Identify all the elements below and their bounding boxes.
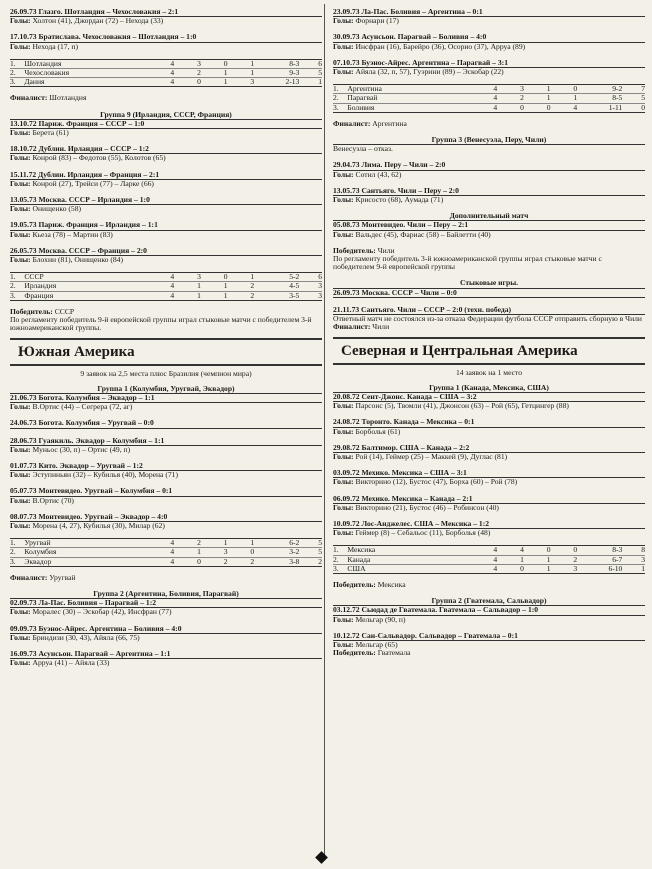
regulation-note: По регламенту победитель 9-й европейской группы играл стыковые матчи с победителем 3-й южноамериканской группы. — [10, 315, 312, 333]
match-scorers: Голы: Моралес (30) – Эскобар (42), Инсфран (77) — [10, 608, 172, 617]
match-scorers: Голы: Берета (61) — [10, 129, 69, 138]
standings-table — [10, 538, 322, 567]
match-scorers: Голы: Геймер (8) – Себальос (11), Борболья (48) — [333, 529, 491, 538]
standings-table — [333, 545, 645, 574]
match-scorers: Голы: Бриндизи (30, 43), Айяла (66, 75) — [10, 633, 140, 642]
group-title: Группа 1 (Колумбия, Уругвай, Эквадор) — [10, 385, 322, 394]
match-title: 23.09.73 Ла-Пас. Боливия – Аргентина – 0:1 — [333, 8, 645, 17]
match-title: 06.09.72 Мехико. Мексика – Канада – 2:1 — [333, 495, 645, 504]
group-title: Группа 3 (Венесуэла, Перу, Чили) — [333, 136, 645, 145]
table-row: 1. Мексика 4 4 0 0 8-3 8 — [333, 545, 645, 555]
region-heading: Северная и Центральная Америка — [333, 337, 645, 365]
match-scorers: Голы: Эступиньян (32) – Кубилья (40), Морена (71) — [10, 471, 178, 480]
match-title: 05.07.73 Монтевидео. Уругвай – Колумбия – 0:1 — [10, 487, 322, 496]
table-row: 2. Ирландия 4 1 1 2 4-5 3 — [10, 281, 322, 291]
table-row: 3. Дания 4 0 1 3 2-13 1 — [10, 77, 322, 87]
match-block — [333, 632, 645, 649]
winner-line: Победитель: Гватемала — [333, 649, 411, 658]
extra-match-title: Дополнительный матч — [333, 212, 645, 221]
match-title: 16.09.73 Асунсьон. Парагвай – Аргентина – 1:1 — [10, 650, 322, 659]
match-block — [10, 625, 322, 642]
match-block — [10, 171, 322, 188]
match-scorers: Голы: Викторино (12), Бустос (47), Борха (60) – Рой (78) — [333, 478, 518, 487]
match-title: 26.09.73 Глазго. Шотландия – Чехословакия – 2:1 — [10, 8, 322, 17]
match-scorers: Голы: В.Ортис (44) – Сегрера (72, аг) — [10, 403, 133, 412]
match-title: 07.10.73 Буэнос-Айрес. Аргентина – Парагвай – 3:1 — [333, 59, 645, 68]
match-block — [10, 437, 322, 454]
match-title: 30.09.73 Асунсьон. Парагвай – Боливия – 4:0 — [333, 33, 645, 42]
region-subtitle: 14 заявок на 1 место — [455, 368, 523, 378]
match-block — [10, 599, 322, 616]
match-scorers: Голы: В.Ортис (70) — [10, 496, 74, 505]
match-title: 13.05.73 Москва. СССР – Ирландия – 1:0 — [10, 196, 322, 205]
match-scorers: Голы: Мельгар (90, п) — [333, 615, 406, 624]
finalist-line: Финалист: Шотландия — [10, 94, 87, 103]
match-block — [333, 59, 645, 76]
match-block — [333, 606, 645, 623]
match-title: 02.09.73 Ла-Пас. Боливия – Парагвай – 1:2 — [10, 599, 322, 608]
match-title: 08.07.73 Монтевидео. Уругвай – Эквадор – 4:0 — [10, 513, 322, 522]
standings-table — [10, 59, 322, 88]
match-title: 21.06.73 Богота. Колумбия – Эквадор – 1:1 — [10, 394, 322, 403]
group-title: Группа 9 (Ирландия, СССР, Франция) — [10, 111, 322, 120]
table-row: 3. Франция 4 1 1 2 3-5 3 — [10, 290, 322, 300]
winner-line: Победитель: Чили — [333, 246, 395, 255]
match-scorers: Голы: Холтон (41), Джордан (72) – Нехода (33) — [10, 17, 164, 26]
match-title: 18.10.72 Дублин. Ирландия – СССР – 1:2 — [10, 145, 322, 154]
match-block — [10, 145, 322, 162]
table-row: 2. Чехословакия 4 2 1 1 9-3 5 — [10, 68, 322, 78]
match-block — [333, 393, 645, 410]
match-title: 24.08.72 Торонто. Канада – Мексика – 0:1 — [333, 418, 645, 427]
match-title: 20.08.72 Сент-Джонс. Канада – США – 3:2 — [333, 393, 645, 402]
playoff-note: Ответный матч не состоялся из-за отказа Федерации футбола СССР отправить сборную в Чили — [333, 314, 642, 324]
match-block — [10, 419, 322, 428]
standings-table — [333, 84, 645, 113]
group-title: Группа 2 (Гватемала, Сальвадор) — [333, 597, 645, 606]
table-row: 2. Парагвай 4 2 1 1 8-5 5 — [333, 93, 645, 103]
table-row: 3. Боливия 4 0 0 4 1-11 0 — [333, 102, 645, 112]
regulation-note: По регламенту победитель 3-й южноамериканской группы играл стыковые матчи с победителем 9-й европейской группы — [333, 254, 602, 272]
match-title: 26.09.73 Москва. СССР – Чили – 0:0 — [333, 289, 645, 298]
match-block — [333, 418, 645, 435]
winner-line: Победитель: Мексика — [333, 580, 406, 589]
diamond-ornament-icon — [315, 851, 328, 864]
match-title: 29.04.73 Лима. Перу – Чили – 2:0 — [333, 161, 645, 170]
match-title: 19.05.73 Париж. Франция – Ирландия – 1:1 — [10, 221, 322, 230]
match-title: 03.12.72 Сьюдад де Гватемала. Гватемала – Сальвадор – 1:0 — [333, 606, 645, 615]
match-block — [10, 221, 322, 238]
finalist-line: Финалист: Чили — [333, 323, 390, 332]
match-scorers: Голы: Морена (4, 27), Кубилья (30), Милар (62) — [10, 521, 165, 530]
match-block — [333, 469, 645, 486]
group-title: Группа 1 (Канада, Мексика, США) — [333, 384, 645, 393]
right-column — [333, 8, 645, 657]
match-block — [10, 650, 322, 667]
match-title: 13.10.72 Париж. Франция – СССР – 1:0 — [10, 120, 322, 129]
match-scorers: Голы: Сотил (43, 62) — [333, 170, 402, 179]
match-title: 26.05.73 Москва. СССР – Франция – 2:0 — [10, 247, 322, 256]
match-title: 24.06.73 Богота. Колумбия – Уругвай – 0:0 — [10, 419, 322, 428]
table-row: 1. СССР 4 3 0 1 5-2 6 — [10, 272, 322, 282]
match-scorers: Голы: Айяла (32, п, 57), Гуэрини (89) – Эскобар (22) — [333, 68, 504, 77]
group-title: Группа 2 (Аргентина, Боливия, Парагвай) — [10, 590, 322, 599]
table-row: 1. Шотландия 4 3 0 1 8-3 6 — [10, 58, 322, 68]
playoff-title: Стыковые игры. — [333, 279, 645, 288]
match-scorers: Голы: Онищенко (58) — [10, 205, 82, 214]
match-block — [333, 495, 645, 512]
region-subtitle: 9 заявок на 2,5 места плюс Бразилия (чемпион мира) — [80, 369, 252, 379]
match-title: 13.05.73 Сантьяго. Чили – Перу – 2:0 — [333, 187, 645, 196]
region-heading: Южная Америка — [10, 338, 322, 366]
table-row: 2. Канада 4 1 1 2 6-7 3 — [333, 554, 645, 564]
match-scorers: Голы: Рой (14), Геймер (25) – Маккей (9), Дуглас (81) — [333, 452, 508, 461]
match-title: 21.11.73 Сантьяго. Чили – СССР – 2:0 (техн. победа) — [333, 306, 645, 315]
withdrawal-note: Венесуэла – отказ. — [333, 145, 393, 154]
match-title: 28.06.73 Гуаякиль. Эквадор – Колумбия – 1:1 — [10, 437, 322, 446]
match-block — [333, 221, 645, 238]
table-row: 1. Аргентина 4 3 1 0 9-2 7 — [333, 84, 645, 94]
left-column — [10, 8, 322, 675]
match-block — [10, 487, 322, 504]
match-title: 05.08.73 Монтевидео. Чили – Перу – 2:1 — [333, 221, 645, 230]
match-title: 10.09.72 Лос-Анджелес. США – Мексика – 1:2 — [333, 520, 645, 529]
match-title: 03.09.72 Мехико. Мексика – США – 3:1 — [333, 469, 645, 478]
match-block — [333, 187, 645, 204]
match-block — [333, 8, 645, 25]
match-scorers: Голы: Крисосто (68), Аумада (71) — [333, 196, 444, 205]
match-block — [333, 520, 645, 537]
match-scorers: Голы: Кьеза (78) – Мартин (83) — [10, 230, 113, 239]
finalist-line: Финалист: Аргентина — [333, 119, 407, 128]
match-scorers: Голы: Блохин (81), Онищенко (84) — [10, 256, 123, 265]
match-block — [333, 161, 645, 178]
match-scorers: Голы: Борболья (61) — [333, 427, 401, 436]
match-block — [333, 444, 645, 461]
match-scorers: Голы: Инсфран (16), Барейро (36), Осорио (37), Арруа (89) — [333, 42, 526, 51]
table-row: 3. США 4 0 1 3 6-10 1 — [333, 563, 645, 573]
match-title: 09.09.73 Буэнос-Айрес. Аргентина – Боливия – 4:0 — [10, 625, 322, 634]
match-block — [10, 8, 322, 25]
match-block — [10, 247, 322, 264]
winner-line: Победитель: СССР — [10, 307, 75, 316]
match-block — [10, 394, 322, 411]
match-scorers: Голы: Муньос (30, п) – Ортис (49, п) — [10, 445, 131, 454]
match-title: 17.10.73 Братислава. Чехословакия – Шотландия – 1:0 — [10, 33, 322, 42]
table-row: 3. Эквадор 4 0 2 2 3-8 2 — [10, 556, 322, 566]
match-block — [333, 33, 645, 50]
table-row: 2. Колумбия 4 1 3 0 3-2 5 — [10, 547, 322, 557]
finalist-line: Финалист: Уругвай — [10, 573, 76, 582]
standings-table — [10, 272, 322, 301]
table-row: 1. Уругвай 4 2 1 1 6-2 5 — [10, 538, 322, 548]
match-scorers: Голы: Конрой (27), Трейси (77) – Ларке (66) — [10, 179, 154, 188]
match-scorers: Голы: Викторино (21), Бустос (46) – Робинсон (40) — [333, 503, 499, 512]
column-divider — [324, 4, 325, 858]
match-block — [10, 513, 322, 530]
match-block — [10, 33, 322, 50]
match-scorers: Голы: Форнари (17) — [333, 17, 399, 26]
match-title: 01.07.73 Кито. Эквадор – Уругвай – 1:2 — [10, 462, 322, 471]
match-block — [10, 462, 322, 479]
match-scorers: Голы: Вальдес (45), Фариас (58) – Байлетти (40) — [333, 230, 491, 239]
match-scorers: Голы: Арруа (41) – Айяла (33) — [10, 659, 110, 668]
match-scorers: Голы: Мельгар (65) — [333, 640, 398, 649]
match-block — [10, 196, 322, 213]
match-title: 10.12.72 Сан-Сальвадор. Сальвадор – Гватемала – 0:1 — [333, 632, 645, 641]
match-title: 15.11.72 Дублин. Ирландия – Франция – 2:1 — [10, 171, 322, 180]
match-block — [10, 120, 322, 137]
match-title: 29.08.72 Балтимор. США – Канада – 2:2 — [333, 444, 645, 453]
match-scorers: Голы: Парсонс (5), Твомли (41), Джонсон (63) – Рой (65), Гетцингер (88) — [333, 401, 569, 411]
match-scorers: Голы: Нехода (17, п) — [10, 42, 78, 51]
match-scorers: Голы: Конрой (83) – Федотов (55), Колотов (65) — [10, 154, 166, 163]
